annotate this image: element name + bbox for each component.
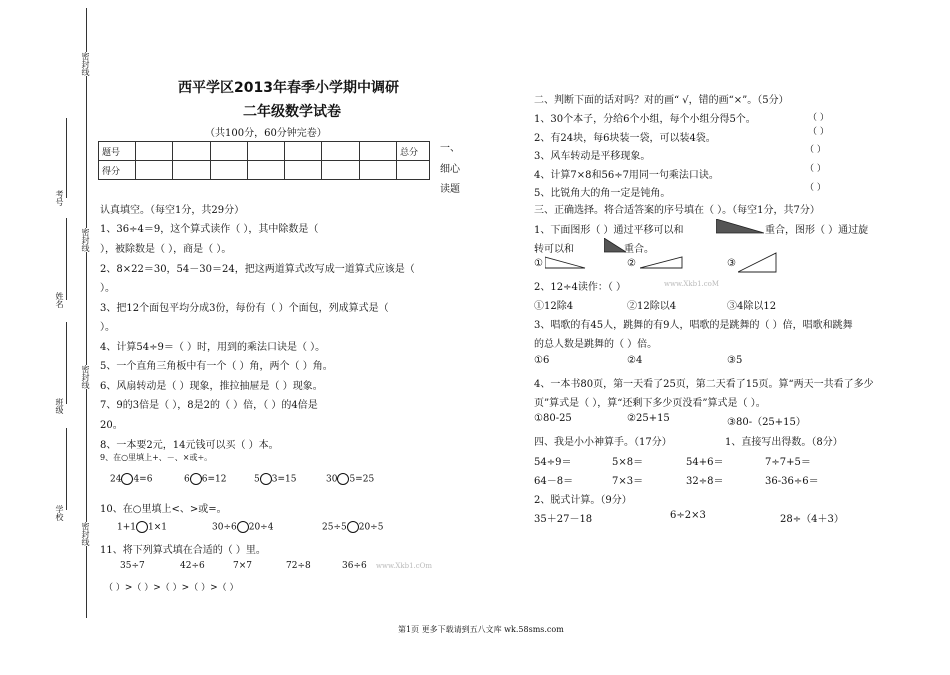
seal-label: 密封线 [81, 228, 90, 252]
q11-term: 36÷6 [342, 561, 367, 571]
q11-answer-row: （ ）>（ ）>（ ）>（ ）>（ ） [104, 583, 239, 593]
question-text: 4、一本书80页，第一天看了25页，第二天看了15页。算“两天一共看了多少 [534, 379, 874, 390]
question-text: 10、在○里填上<、>或=。 [100, 504, 227, 515]
section1-heading: 读题 [440, 184, 460, 195]
field-name: 姓名 [55, 292, 64, 308]
section4-heading: 四、我是小小神算手。（17分） [534, 437, 672, 448]
field-line [66, 322, 67, 404]
question-text: 8、一本要2元，14元钱可以买（ ）本。 [100, 440, 279, 451]
score-table [98, 141, 430, 180]
judge-item: 4、计算7×8和56÷7用同一句乘法口诀。 [534, 170, 719, 181]
option-label: ② [627, 258, 636, 269]
option-text: ①12除4 [534, 301, 574, 312]
score-cell [359, 161, 396, 180]
blank-circle-icon[interactable] [347, 521, 359, 533]
triangle-option-3-icon[interactable] [738, 252, 778, 274]
q9-row [326, 473, 374, 485]
score-label: 题号 [99, 142, 136, 161]
section1-heading: 一、 [440, 143, 460, 154]
calc-item: 36-36÷6＝ [765, 476, 819, 487]
q10-term: 1+1 [117, 522, 136, 533]
blank-circle-icon[interactable] [337, 473, 349, 485]
question-text: 11、将下列算式填在合适的（ ）里。 [100, 545, 266, 556]
option-text: ③5 [727, 355, 743, 366]
blank-circle-icon[interactable] [237, 521, 249, 533]
question-text: 20。 [100, 420, 123, 431]
calc-item: 32÷8＝ [686, 476, 724, 487]
score-total: 总分 [397, 142, 430, 161]
field-line [66, 428, 67, 510]
seal-label: 密封线 [81, 52, 90, 76]
option-label: ① [534, 258, 543, 269]
q10-item [117, 521, 167, 533]
question-text: 1、下面图形（ ）通过平移可以和 [534, 225, 684, 236]
question-text: ），被除数是（ ），商是（ ）。 [100, 244, 232, 255]
section4-sub: 2、脱式计算。（9分） [534, 495, 632, 506]
q11-term: 7×7 [233, 561, 252, 571]
seal-label: 密封线 [81, 522, 90, 546]
page-footer: 第1页 更多下载请到五八文库 wk.58sms.com [398, 625, 564, 634]
watermark: www.Xkb1.cOm [376, 562, 433, 570]
option-text: ①6 [534, 355, 550, 366]
score-cell [322, 161, 359, 180]
option-text: ①80-25 [534, 413, 572, 424]
score-cell [285, 161, 322, 180]
q10-term: 30÷6 [212, 522, 237, 533]
q9-row [254, 473, 296, 485]
exam-title: 西平学区2013年春季小学期中调研 [178, 80, 399, 96]
q9-row [184, 473, 226, 485]
score-cell [247, 161, 284, 180]
judge-item: 2、有24块，每6块装一袋，可以装4袋。 [534, 133, 716, 144]
calc-item: 7×3＝ [612, 476, 644, 487]
score-cell [210, 142, 247, 161]
q9-term: 30 [326, 474, 338, 485]
answer-blank[interactable]: （ ） [805, 164, 826, 174]
judge-item: 1、30个本子，分给6个小组，每个小组分得5个。 [534, 114, 756, 125]
calc-item: 54÷9＝ [534, 457, 572, 468]
score-cell [397, 161, 430, 180]
section4-sub: 1、直接写出得数。（8分） [725, 437, 843, 448]
seal-label: 密封线 [81, 365, 90, 389]
q10-item [212, 521, 273, 533]
score-cell [285, 142, 322, 161]
question-text: 4、计算54÷9＝（ ）时，用到的乘法口诀是（ ）。 [100, 342, 326, 353]
question-text: 9、在○里填上+、－、×或÷。 [100, 453, 213, 462]
q9-row [110, 473, 152, 485]
q10-item [322, 521, 383, 533]
section2-heading: 二、判断下面的话对吗？对的画“ √，错的画“×”。（5分） [534, 95, 789, 106]
shaded-triangle-icon [716, 219, 764, 235]
score-cell [136, 142, 173, 161]
q10-term: 1×1 [148, 522, 167, 533]
section1-intro: 认真填空。（每空1分，共29分） [100, 205, 245, 216]
calc-item: 6÷2×3 [670, 510, 706, 521]
question-text: 3、唱歌的有45人，跳舞的有9人，唱歌的是跳舞的（ ）倍，唱歌和跳舞 [534, 320, 853, 331]
score-cell [210, 161, 247, 180]
question-text: 页”算式是（ ），算“还剩下多少页没看”算式是（ ）。 [534, 398, 766, 409]
field-line [66, 218, 67, 300]
question-text: 重合。 [624, 244, 654, 255]
question-text: ）。 [100, 283, 115, 294]
option-label: ③ [727, 258, 736, 269]
section1-heading: 细心 [440, 164, 460, 175]
question-text: ）。 [100, 322, 115, 333]
blank-circle-icon[interactable] [190, 473, 202, 485]
question-text: 6、风扇转动是（ ）现象，推拉抽屉是（ ）现象。 [100, 381, 323, 392]
calc-item: 54+6＝ [686, 457, 724, 468]
score-cell [322, 142, 359, 161]
field-class: 班级 [55, 398, 64, 414]
question-text: 转可以和 [534, 244, 574, 255]
exam-subtitle: 二年级数学试卷 [243, 104, 341, 120]
triangle-option-1-icon[interactable] [545, 256, 587, 270]
q9-term: 5=25 [349, 474, 375, 485]
calc-item: 7÷7+5＝ [765, 457, 811, 468]
question-text: 2、12÷4读作：（ ） [534, 282, 627, 293]
section3-heading: 三、正确选择。将合适答案的序号填在（ ）。（每空1分，共7分） [534, 205, 820, 216]
option-text: ②25+15 [627, 413, 670, 424]
option-text: ③4除以12 [727, 301, 777, 312]
field-school: 学校 [55, 505, 64, 521]
q11-term: 42÷6 [180, 561, 205, 571]
q9-term: 6=12 [201, 474, 227, 485]
answer-blank[interactable]: （ ） [808, 127, 829, 137]
q9-term: 24 [110, 474, 122, 485]
answer-blank[interactable]: （ ） [805, 145, 826, 155]
calc-item: 64－8＝ [534, 476, 574, 487]
answer-blank[interactable]: （ ） [805, 183, 826, 193]
blank-circle-icon[interactable] [121, 473, 133, 485]
q9-term: 5 [254, 474, 260, 485]
calc-item: 5×8＝ [612, 457, 644, 468]
q9-term: 3=15 [271, 474, 297, 485]
score-label: 得分 [99, 161, 136, 180]
q10-term: 20÷5 [358, 522, 384, 533]
q11-term: 72÷8 [286, 561, 311, 571]
score-cell [173, 142, 210, 161]
blank-circle-icon[interactable] [260, 473, 272, 485]
q10-term: 25÷5 [322, 522, 347, 533]
judge-item: 3、风车转动是平移现象。 [534, 151, 651, 162]
answer-blank[interactable]: （ ） [808, 113, 829, 123]
q9-term: 6 [184, 474, 190, 485]
q9-term: 4=6 [133, 474, 153, 485]
score-cell [247, 142, 284, 161]
question-text: 5、一个直角三角板中有一个（ ）角，两个（ ）角。 [100, 361, 333, 372]
field-kaohao: 考号 [55, 190, 64, 206]
question-text: 7、9的3倍是（ ），8是2的（ ）倍，（ ）的4倍是 [100, 400, 318, 411]
watermark: www.Xkb1.coM [664, 280, 720, 288]
shaded-triangle-icon [604, 238, 626, 254]
exam-note: （共100分，60分钟完卷） [205, 128, 327, 139]
calc-item: 35＋27－18 [534, 514, 593, 525]
triangle-option-2-icon[interactable] [640, 256, 684, 270]
field-line [66, 118, 67, 198]
q10-term: 20÷4 [248, 522, 274, 533]
calc-item: 28÷（4＋3） [780, 514, 844, 525]
score-cell [173, 161, 210, 180]
question-text: 重合，图形（ ）通过旋 [765, 225, 869, 236]
option-text: ③80-（25+15） [727, 417, 806, 428]
option-text: ②4 [627, 355, 643, 366]
option-text: ②12除以4 [627, 301, 677, 312]
q11-term: 35÷7 [120, 561, 145, 571]
question-text: 1、36÷4＝9，这个算式读作（ ），其中除数是（ [100, 224, 319, 235]
question-text: 的总人数是跳舞的（ ）倍。 [534, 339, 658, 350]
score-cell [359, 142, 396, 161]
question-text: 3、把12个面包平均分成3份，每份有（ ）个面包，列成算式是（ [100, 303, 389, 314]
question-text: 2、8×22＝30，54－30＝24，把这两道算式改写成一道算式应该是（ [100, 264, 415, 275]
blank-circle-icon[interactable] [136, 521, 148, 533]
score-cell [136, 161, 173, 180]
judge-item: 5、比锐角大的角一定是钝角。 [534, 188, 671, 199]
